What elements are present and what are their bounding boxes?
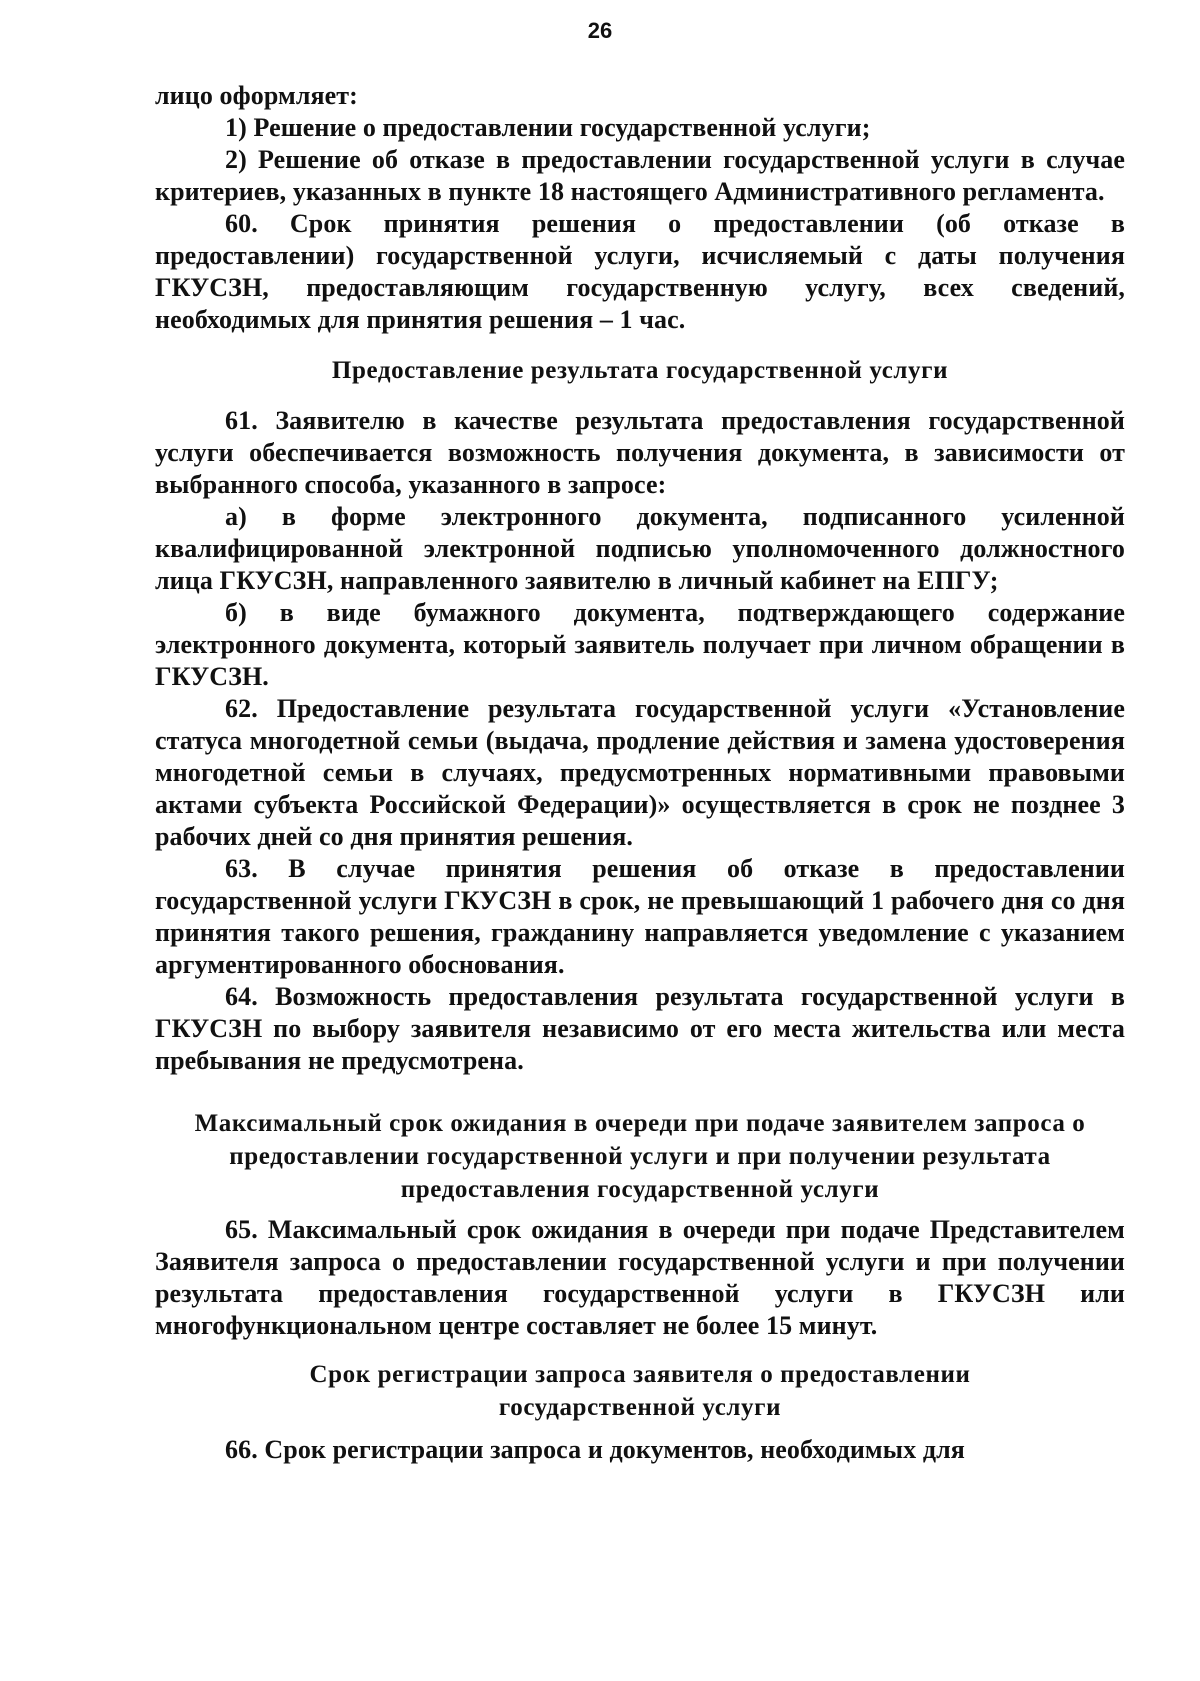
page-number: 26 (587, 18, 613, 43)
paragraph-61-b: б) в виде бумажного документа, подтверждающего содержание электронного документа, который заявитель получает при личном обращении в ГКУСЗН. (155, 598, 1125, 691)
document-body (155, 80, 1125, 1466)
paragraph-66: 66. Срок регистрации запроса и документов, необходимых для (225, 1435, 965, 1464)
paragraph-60: 60. Срок принятия решения о предоставлении (об отказе в предоставлении) государственной услуги, исчисляемый с даты получения ГКУСЗН, предоставляющим государственную услугу, всех сведений, необходимых для принятия решения – 1 час. (155, 209, 1125, 334)
paragraph-65: 65. Максимальный срок ожидания в очереди при подаче Представителем Заявителя запроса о предоставлении государственной услуги и при получении результата предоставления государственной услуги в ГКУСЗН или многофункциональном центре составляет не более 15 минут. (155, 1215, 1125, 1340)
section-heading-queue: Максимальный срок ожидания в очереди при подаче заявителем запроса о предоставлении государственной услуги и при получении результата предоставления государственной услуги (194, 1110, 1086, 1203)
paragraph-item-2: 2) Решение об отказе в предоставлении государственной услуги в случае критериев, указанных в пункте 18 настоящего Административного регламента. (155, 145, 1125, 206)
paragraph-64: 64. Возможность предоставления результата государственной услуги в ГКУСЗН по выбору заявителя независимо от его места жительства или места пребывания не предусмотрена. (155, 982, 1125, 1075)
paragraph-63: 63. В случае принятия решения об отказе в предоставлении государственной услуги ГКУСЗН в срок, не превышающий 1 рабочего дня со дня принятия такого решения, гражданину направляется уведомление с указанием аргументированного обоснования. (155, 854, 1125, 979)
paragraph-item-1: 1) Решение о предоставлении государственной услуги; (225, 113, 871, 142)
section-heading-result: Предоставление результата государственной услуги (331, 357, 949, 384)
paragraph-intro: лицо оформляет: (155, 81, 358, 110)
section-heading-registration: Срок регистрации запроса заявителя о предоставлении государственной услуги (309, 1361, 971, 1421)
paragraph-61: 61. Заявителю в качестве результата предоставления государственной услуги обеспечивается возможность получения документа, в зависимости от выбранного способа, указанного в запросе: (155, 406, 1125, 499)
paragraph-62: 62. Предоставление результата государственной услуги «Установление статуса многодетной семьи (выдача, продление действия и замена удостоверения многодетной семьи в случаях, предусмотренных нормативными правовыми актами субъекта Российской Федерации)» осуществляется в срок не позднее 3 рабочих дней со дня принятия решения. (155, 694, 1125, 851)
paragraph-61-a: а) в форме электронного документа, подписанного усиленной квалифицированной электронной подписью уполномоченного должностного лица ГКУСЗН, направленного заявителю в личный кабинет на ЕПГУ; (155, 502, 1125, 595)
